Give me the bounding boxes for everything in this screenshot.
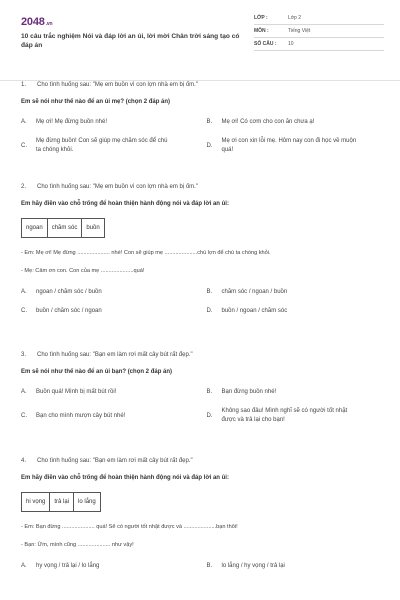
question-text: Cho tình huống sau: "Mẹ em buồn vì con lợn nhà em bị ốm." <box>37 82 198 88</box>
option-text: Không sao đâu! Mình nghĩ sẽ có người tốt nhặt được và trả lại cho bạn! <box>221 408 348 423</box>
option-letter: A. <box>21 289 27 295</box>
option-text: Mẹ ơi con xin lỗi mẹ. Hôm nay con đi học về muộn quá! <box>221 138 357 153</box>
answer-option-a[interactable] <box>21 288 199 297</box>
option-letter: C. <box>21 412 27 419</box>
option-text: Mẹ ơi! Mẹ đừng buồn nhé! <box>36 119 107 125</box>
option-text: buồn / chăm sóc / ngoan <box>36 308 102 314</box>
meta-label: LỚP : <box>254 15 268 21</box>
option-text: ngoan / chăm sóc / buồn <box>36 289 102 295</box>
fill-in-line: - Bạn: Ừm, mình cũng ..................... như vậy! <box>21 542 134 548</box>
answer-option-c[interactable] <box>21 407 199 425</box>
question-prompt <box>21 82 384 88</box>
logo-tld: .vn <box>45 21 53 27</box>
option-text: Bạn cho mình mượn cây bút nhé! <box>36 412 126 419</box>
question-instruction: Em sẽ nói như thế nào để an ủi bạn? (chọn 2 đáp án) <box>21 369 173 375</box>
answer-option-b[interactable] <box>207 388 385 397</box>
meta-row-subject <box>254 25 384 38</box>
option-text: buồn / ngoan / chăm sóc <box>221 308 288 314</box>
meta-value: Tiếng Việt <box>288 28 311 34</box>
question-instruction: Em hãy điền vào chỗ trống để hoàn thiện hành động nói và đáp lời an ủi: <box>21 201 229 207</box>
answer-options <box>21 118 384 155</box>
meta-row-count <box>254 38 384 51</box>
question-prompt <box>21 352 384 358</box>
word-bank-item: chăm sóc <box>48 219 83 237</box>
fill-in-line: - Mẹ: Cảm ơn con. Con của mẹ .....................quá! <box>21 268 145 274</box>
meta-value: Lớp 2 <box>288 15 302 21</box>
meta-row-class <box>254 12 384 25</box>
option-text: Bạn đừng buồn nhé! <box>221 389 277 395</box>
answer-option-b[interactable] <box>207 562 385 571</box>
meta-value: 10 <box>288 41 294 47</box>
question-number: 3. <box>21 352 27 358</box>
meta-label: SỐ CÂU : <box>254 41 277 47</box>
option-letter: D. <box>206 412 213 419</box>
answer-option-c[interactable] <box>21 137 199 155</box>
site-logo[interactable] <box>21 16 246 28</box>
question-text: Cho tình huống sau: "Mẹ em buồn vì con lợn nhà em bị ốm." <box>37 184 198 190</box>
question-4 <box>21 458 384 571</box>
answer-options <box>21 562 384 571</box>
question-3 <box>21 352 384 425</box>
word-bank <box>21 492 101 512</box>
question-2 <box>21 184 384 316</box>
answer-option-b[interactable] <box>207 288 385 297</box>
option-letter: D. <box>206 308 213 314</box>
option-letter: B. <box>206 563 213 569</box>
meta-table <box>254 12 384 64</box>
word-bank-item: lo lắng <box>78 499 96 505</box>
question-instruction: Em sẽ nói như thế nào để an ủi mẹ? (chọn 2 đáp án) <box>21 99 171 105</box>
answer-option-d[interactable] <box>207 407 385 425</box>
option-text: chăm sóc / ngoan / buồn <box>221 289 288 295</box>
answer-option-a[interactable] <box>21 118 199 127</box>
question-text: Cho tình huống sau: "Bạn em làm rơi mất cây bút rất đẹp." <box>37 458 193 464</box>
answer-option-d[interactable] <box>207 307 385 316</box>
question-number: 1. <box>21 82 27 88</box>
option-letter: B. <box>206 119 213 125</box>
option-letter: A. <box>21 563 27 569</box>
question-instruction: Em hãy điền vào chỗ trống để hoàn thiện hành động nói và đáp lời an ủi: <box>21 475 229 481</box>
question-prompt <box>21 458 384 464</box>
option-text: Mẹ đừng buồn! Con sẽ giúp mẹ chăm sóc để chú ta chóng khỏi. <box>36 138 168 153</box>
logo-text: 2048 <box>21 16 45 28</box>
answer-option-a[interactable] <box>21 388 199 397</box>
answer-option-a[interactable] <box>21 562 199 571</box>
fill-in-line: - Em: Mẹ ơi! Mẹ đừng ..................... nhé! Con sẽ giúp mẹ .....................chú lợn để chú ta chóng khỏi. <box>21 250 271 256</box>
fill-in-line: - Em: Bạn đừng ..................... quá! Sẽ có người tốt nhặt được và .....................bạn thôi! <box>21 524 238 530</box>
word-bank-item: hi vọng <box>22 493 50 511</box>
option-letter: A. <box>21 119 27 125</box>
option-text: hy vọng / trả lại / lo lắng <box>36 563 100 569</box>
meta-label: MÔN : <box>254 28 269 34</box>
option-text: Buồn quá! Mình bị mất bút rồi! <box>36 389 117 395</box>
answer-options <box>21 388 384 425</box>
answer-option-c[interactable] <box>21 307 199 316</box>
question-prompt <box>21 184 384 190</box>
header-divider <box>0 80 400 81</box>
document-title: 10 câu trắc nghiệm Nói và đáp lời an ủi, lời mời Chân trời sáng tạo có đáp án <box>21 33 240 49</box>
word-bank-item: buồn <box>86 225 100 231</box>
option-letter: A. <box>21 389 27 395</box>
header-left <box>21 12 246 64</box>
option-letter: B. <box>206 289 213 295</box>
answer-option-d[interactable] <box>207 137 385 155</box>
question-number: 4. <box>21 458 27 464</box>
option-letter: B. <box>206 389 213 395</box>
word-bank-item: trả lại <box>50 493 74 511</box>
worksheet-header <box>21 12 384 64</box>
option-text: Mẹ ơi! Có cơm cho con ăn chưa ạ! <box>221 119 315 125</box>
option-letter: C. <box>21 142 27 149</box>
word-bank-item: ngoan <box>22 219 48 237</box>
option-text: lo lắng / hy vọng / trả lại <box>221 563 285 569</box>
answer-option-b[interactable] <box>207 118 385 127</box>
question-text: Cho tình huống sau: "Bạn em làm rơi mất cây bút rất đẹp." <box>37 352 193 358</box>
answer-options <box>21 288 384 316</box>
question-1 <box>21 82 384 155</box>
question-number: 2. <box>21 184 27 190</box>
word-bank <box>21 218 105 238</box>
option-letter: D. <box>206 142 213 149</box>
option-letter: C. <box>21 308 27 314</box>
